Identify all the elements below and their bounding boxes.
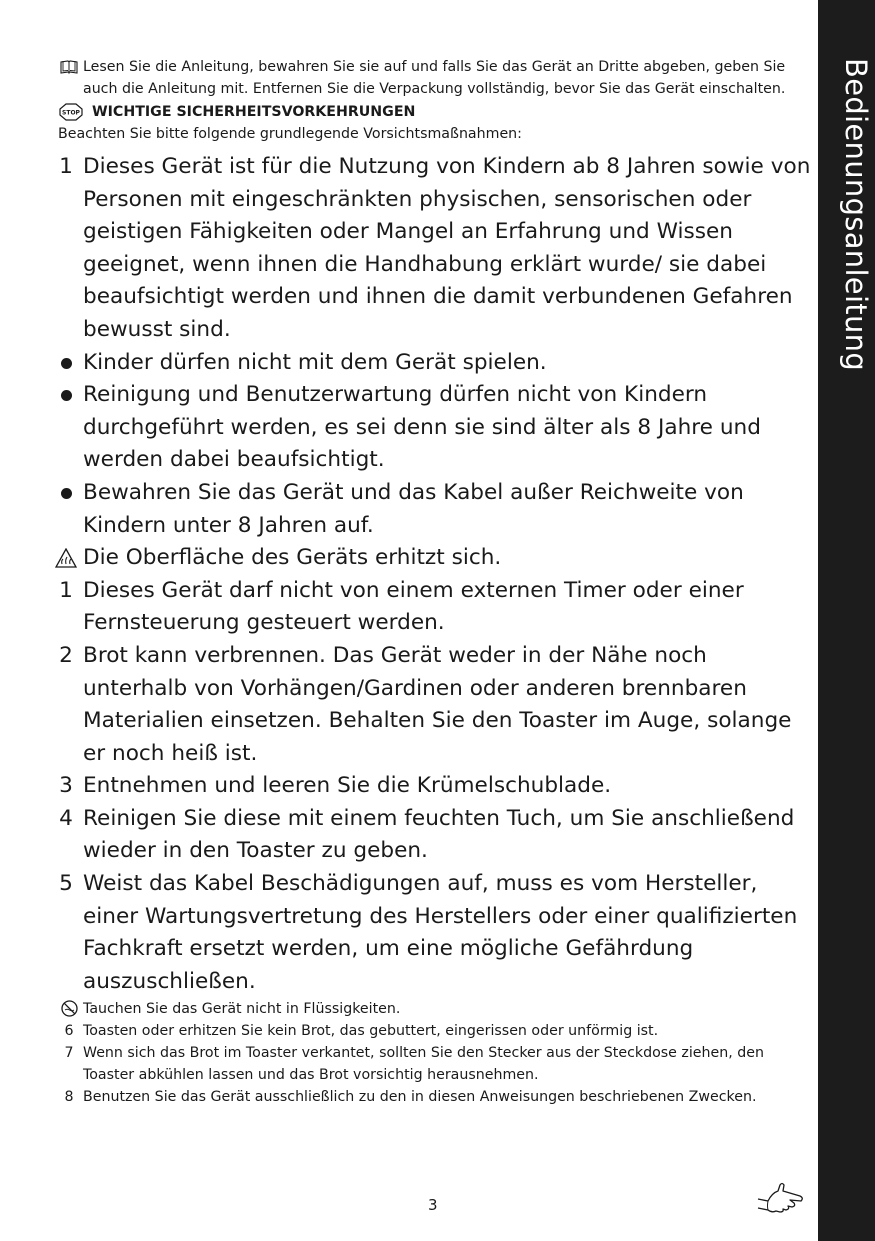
item-text: Dieses Gerät ist für die Nutzung von Kindern ab 8 Jahren sowie von Personen mit eingeschränkten physischen, sensorischen oder geistigen Fähigkeiten oder Mangel an Erfahrung und Wissen geeignet, wenn ihnen die Handhabung erklärt wurde/ sie dabei beaufsichtigt werden und ihnen die damit verbundenen Gefahren bewusst sind. [83,154,811,342]
item-text: Kinder dürfen nicht mit dem Gerät spielen. [83,349,547,375]
item-text: Entnehmen und leeren Sie die Krümelschublade. [83,773,612,799]
bullet-icon [55,379,77,412]
intro-text: Lesen Sie die Anleitung, bewahren Sie sie auf und falls Sie das Gerät an Dritte abgeben, geben Sie auch die Anleitung mit. Entfernen Sie die Verpackung vollständig, bevor Sie das Gerät einschalten. [83,59,786,97]
list-item [58,542,814,575]
item-number: 4 [59,805,73,831]
page-content [58,56,814,1108]
item-number: 7 [64,1045,74,1062]
item-text: Die Oberfläche des Geräts erhitzt sich. [83,545,502,571]
list-item [58,640,814,770]
list-item [58,998,814,1020]
item-text: Reinigung und Benutzerwartung dürfen nicht von Kindern durchgeführt werden, es sei denn sie sind älter als 8 Jahre und werden dabei beaufsichtigt. [83,382,761,473]
intro-paragraph [58,56,814,100]
hot-surface-icon [55,542,77,579]
list-item [58,770,814,803]
item-text: Bewahren Sie das Gerät und das Kabel außer Reichweite von Kindern unter 8 Jahren auf. [83,479,744,538]
item-text: Brot kann verbrennen. Das Gerät weder in der Nähe noch unterhalb von Vorhängen/Gardinen oder anderen brennbaren Materialien einsetzen. Behalten Sie den Toaster im Auge, solange er noch heiß ist. [83,642,792,766]
list-item [58,575,814,640]
list-item [58,868,814,998]
list-item [58,347,814,380]
secondary-list [58,998,814,1108]
item-text: Weist das Kabel Beschädigungen auf, muss es vom Hersteller, einer Wartungsvertretung des Herstellers oder einer qualifizierten Fachkraft ersetzt werden, um eine mögliche Gefährdung auszuschließen. [83,871,798,994]
list-item [58,379,814,477]
item-number: 6 [64,1023,74,1040]
bullet-icon [55,477,77,510]
stop-sign-icon [58,101,84,128]
bullet-icon [55,347,77,380]
page-number: 3 [428,1196,438,1214]
main-list [58,151,814,998]
safety-heading: WICHTIGE SICHERHEITSVORKEHRUNGEN [92,104,416,120]
list-item [58,1086,814,1108]
item-number: 5 [59,871,73,897]
item-text: Reinigen Sie diese mit einem feuchten Tuch, um Sie anschließend wieder in den Toaster zu geben. [83,805,795,864]
safety-subheading: Beachten Sie bitte folgende grundlegende Vorsichtsmaßnahmen: [58,126,522,142]
item-text: Toasten oder erhitzen Sie kein Brot, das gebuttert, eingerissen oder unförmig ist. [83,1023,659,1040]
book-icon [58,56,80,82]
item-number: 8 [64,1089,74,1106]
item-number: 3 [59,773,73,799]
item-number: 1 [59,154,73,179]
list-item [58,803,814,868]
pointing-hand-icon [756,1177,806,1223]
list-item [58,477,814,542]
safety-heading-row [58,101,814,123]
svg-text:STOP: STOP [62,109,80,117]
item-text: Wenn sich das Brot im Toaster verkantet, sollten Sie den Stecker aus der Steckdose ziehen, den Toaster abkühlen lassen und das Brot vorsichtig herausnehmen. [83,1045,764,1084]
list-item [58,1042,814,1086]
item-number: 2 [59,642,73,668]
sidebar-title: Bedienungsanleitung [839,58,873,372]
item-text: Dieses Gerät darf nicht von einem externen Timer oder einer Fernsteuerung gesteuert werden. [83,577,744,636]
list-item [58,151,814,347]
item-text: Tauchen Sie das Gerät nicht in Flüssigkeiten. [83,1001,401,1018]
list-item [58,1020,814,1042]
item-number: 1 [59,577,73,603]
item-text: Benutzen Sie das Gerät ausschließlich zu den in diesen Anweisungen beschriebenen Zwecken. [83,1089,757,1106]
